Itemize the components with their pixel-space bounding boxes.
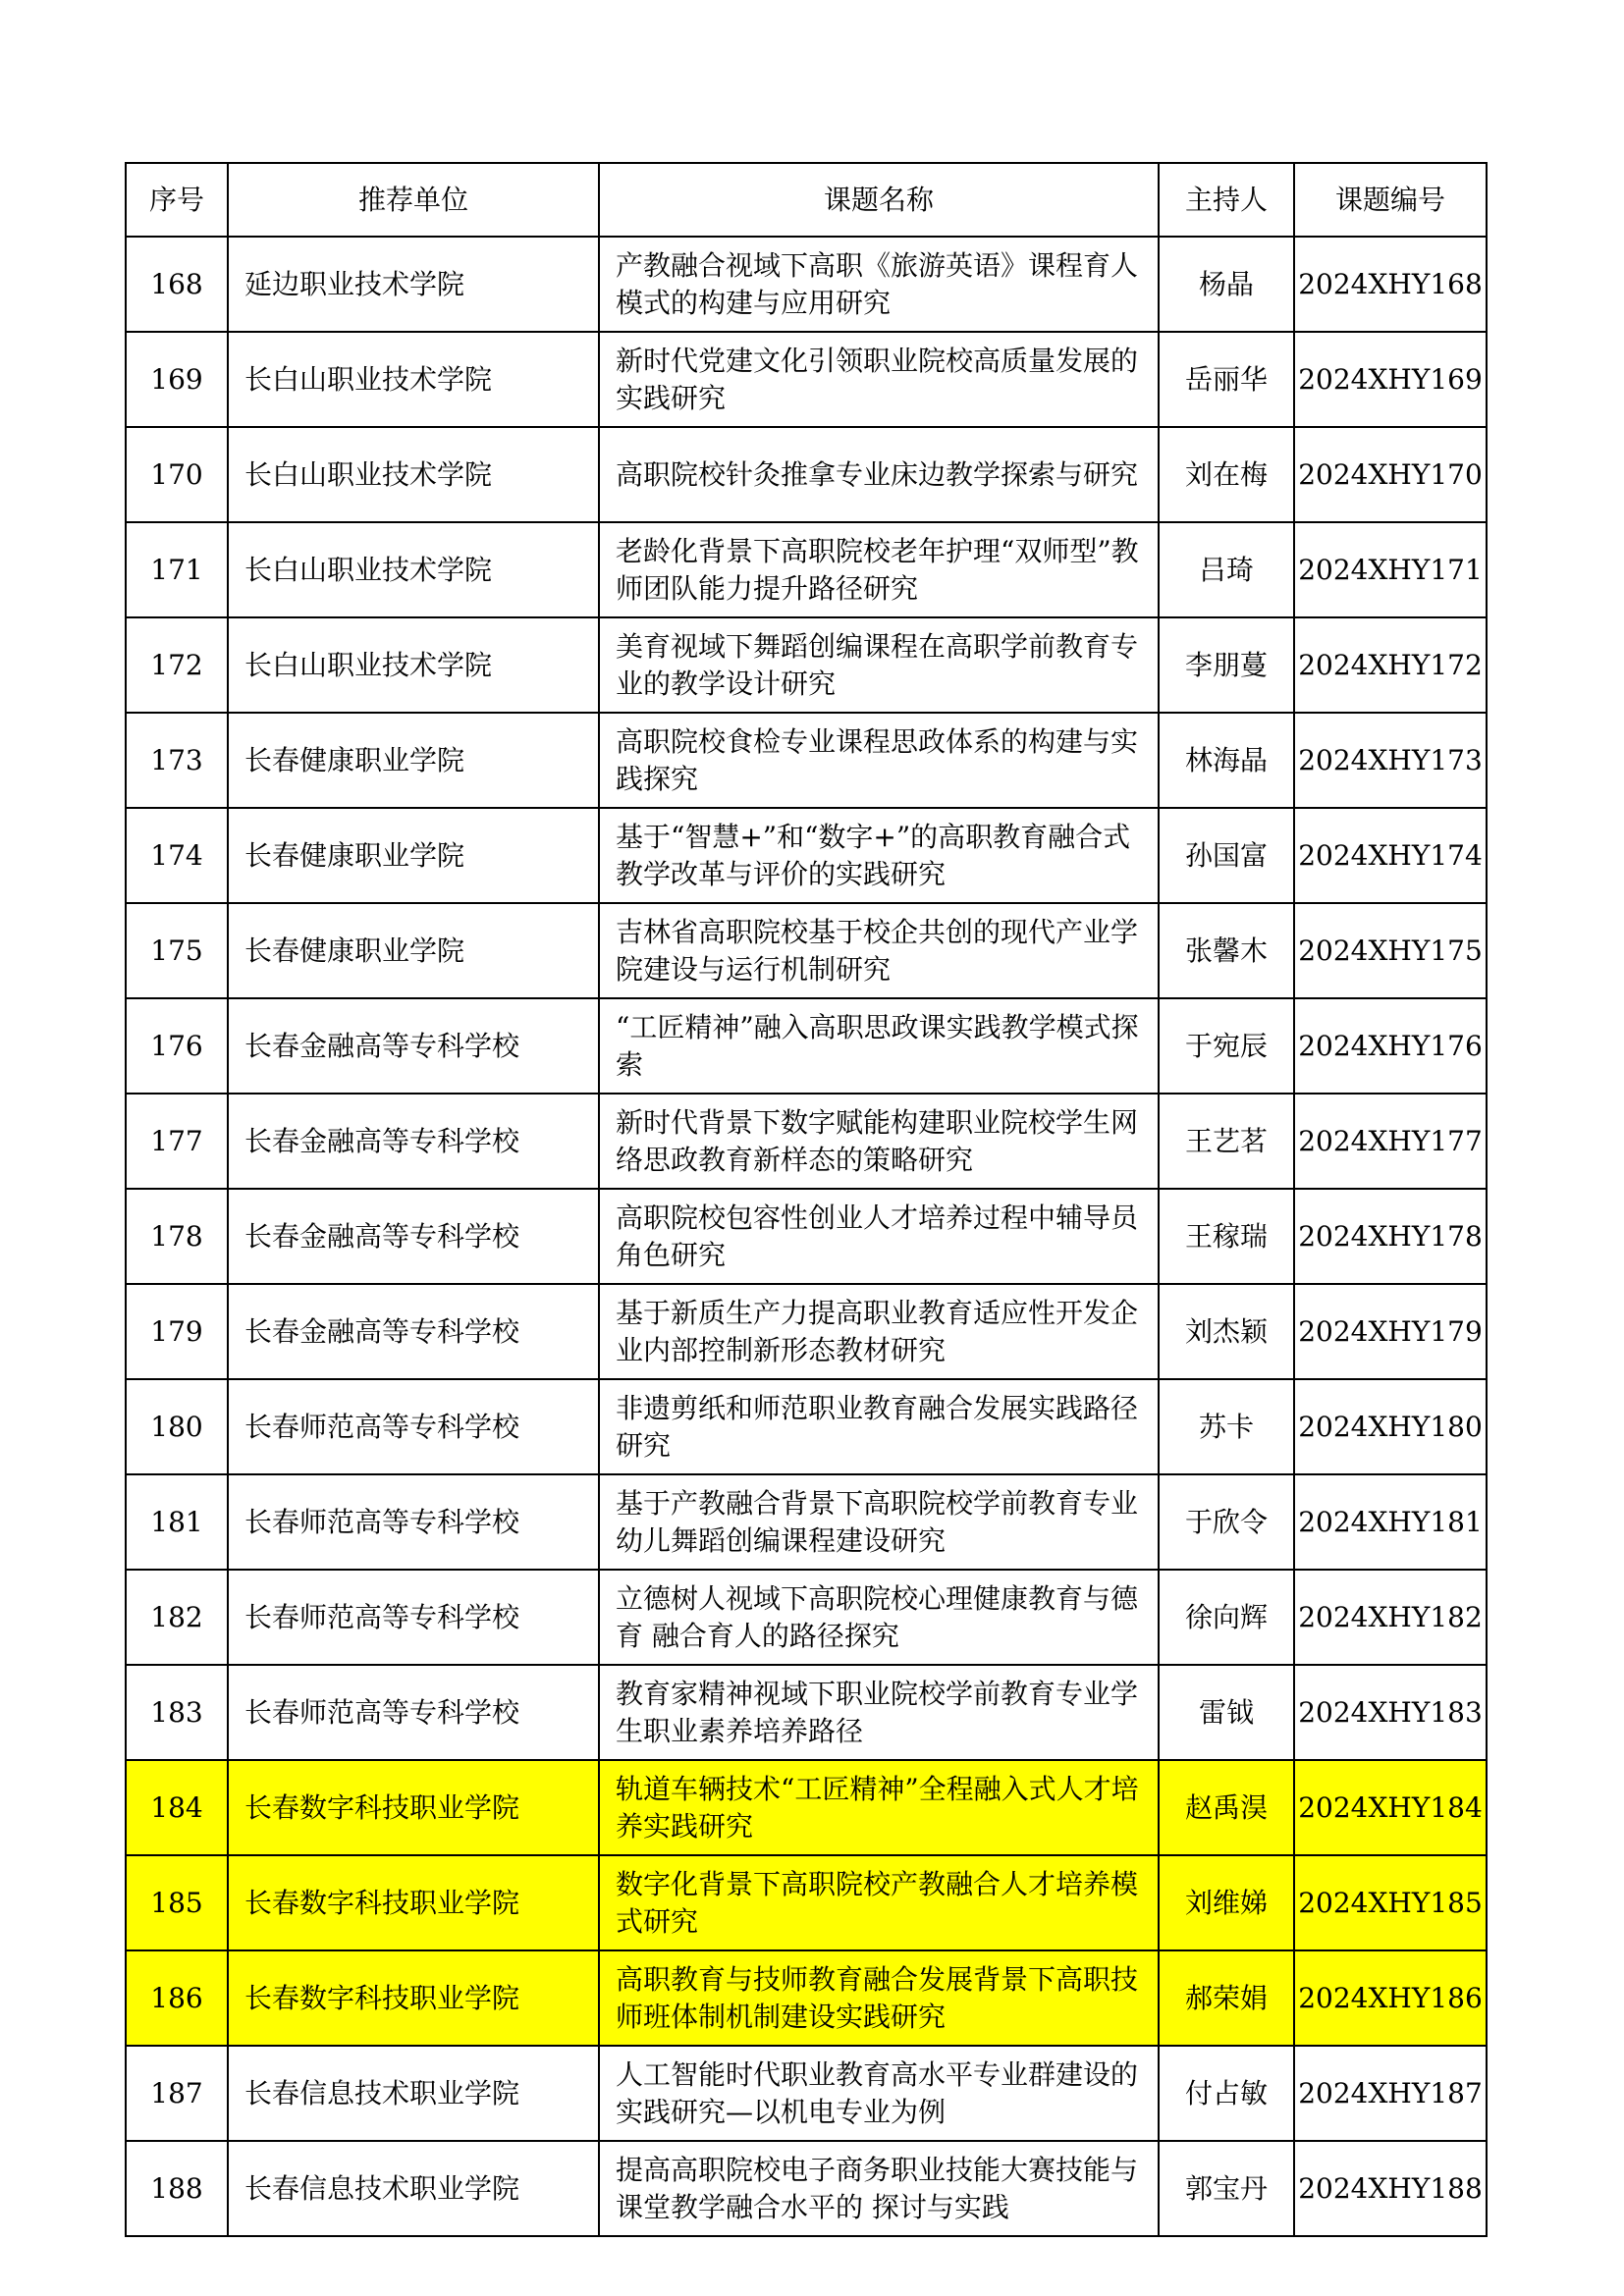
table-row-highlighted <box>126 1760 1487 1855</box>
cell-unit: 长白山职业技术学院 <box>228 332 599 427</box>
cell-code: 2024XHY175 <box>1294 903 1487 998</box>
cell-seq: 186 <box>126 1950 228 2046</box>
table-header-row <box>126 163 1487 237</box>
table-row <box>126 1665 1487 1760</box>
cell-seq: 170 <box>126 427 228 522</box>
cell-seq: 169 <box>126 332 228 427</box>
table-row <box>126 713 1487 808</box>
cell-seq: 177 <box>126 1094 228 1189</box>
cell-title: 立德树人视域下高职院校心理健康教育与德育 融合育人的路径探究 <box>599 1570 1159 1665</box>
cell-host: 杨晶 <box>1159 237 1294 332</box>
cell-title: 吉林省高职院校基于校企共创的现代产业学院建设与运行机制研究 <box>599 903 1159 998</box>
cell-host: 刘在梅 <box>1159 427 1294 522</box>
cell-code: 2024XHY168 <box>1294 237 1487 332</box>
cell-unit: 长春师范高等专科学校 <box>228 1474 599 1570</box>
cell-code: 2024XHY172 <box>1294 617 1487 713</box>
cell-title: 新时代背景下数字赋能构建职业院校学生网络思政教育新样态的策略研究 <box>599 1094 1159 1189</box>
cell-unit: 长春金融高等专科学校 <box>228 1189 599 1284</box>
cell-title: 老龄化背景下高职院校老年护理“双师型”教师团队能力提升路径研究 <box>599 522 1159 617</box>
cell-code: 2024XHY188 <box>1294 2141 1487 2236</box>
table-row <box>126 617 1487 713</box>
cell-host: 郝荣娟 <box>1159 1950 1294 2046</box>
table-row <box>126 998 1487 1094</box>
cell-host: 岳丽华 <box>1159 332 1294 427</box>
cell-host: 徐向辉 <box>1159 1570 1294 1665</box>
cell-code: 2024XHY173 <box>1294 713 1487 808</box>
table-row <box>126 427 1487 522</box>
cell-title: 轨道车辆技术“工匠精神”全程融入式人才培养实践研究 <box>599 1760 1159 1855</box>
cell-seq: 178 <box>126 1189 228 1284</box>
cell-host: 林海晶 <box>1159 713 1294 808</box>
cell-host: 于宛辰 <box>1159 998 1294 1094</box>
cell-title: 基于产教融合背景下高职院校学前教育专业幼儿舞蹈创编课程建设研究 <box>599 1474 1159 1570</box>
cell-code: 2024XHY176 <box>1294 998 1487 1094</box>
cell-seq: 174 <box>126 808 228 903</box>
table-row <box>126 332 1487 427</box>
cell-unit: 长春健康职业学院 <box>228 808 599 903</box>
cell-title: 产教融合视域下高职《旅游英语》课程育人模式的构建与应用研究 <box>599 237 1159 332</box>
cell-code: 2024XHY187 <box>1294 2046 1487 2141</box>
cell-seq: 181 <box>126 1474 228 1570</box>
table-row <box>126 237 1487 332</box>
table-row-highlighted <box>126 1855 1487 1950</box>
cell-title: 基于新质生产力提高职业教育适应性开发企业内部控制新形态教材研究 <box>599 1284 1159 1379</box>
table-row <box>126 1379 1487 1474</box>
cell-seq: 183 <box>126 1665 228 1760</box>
cell-seq: 179 <box>126 1284 228 1379</box>
cell-unit: 长春数字科技职业学院 <box>228 1855 599 1950</box>
header-code: 课题编号 <box>1294 163 1487 237</box>
cell-unit: 长白山职业技术学院 <box>228 427 599 522</box>
table-row <box>126 1474 1487 1570</box>
cell-title: 高职院校包容性创业人才培养过程中辅导员角色研究 <box>599 1189 1159 1284</box>
table-row <box>126 808 1487 903</box>
cell-code: 2024XHY178 <box>1294 1189 1487 1284</box>
cell-seq: 187 <box>126 2046 228 2141</box>
cell-unit: 长春健康职业学院 <box>228 713 599 808</box>
header-host: 主持人 <box>1159 163 1294 237</box>
cell-seq: 188 <box>126 2141 228 2236</box>
cell-seq: 184 <box>126 1760 228 1855</box>
cell-host: 吕琦 <box>1159 522 1294 617</box>
cell-unit: 长春师范高等专科学校 <box>228 1665 599 1760</box>
cell-unit: 长春金融高等专科学校 <box>228 998 599 1094</box>
cell-host: 李朋蔓 <box>1159 617 1294 713</box>
cell-title: 基于“智慧+”和“数字+”的高职教育融合式教学改革与评价的实践研究 <box>599 808 1159 903</box>
table-row-highlighted <box>126 1950 1487 2046</box>
cell-seq: 176 <box>126 998 228 1094</box>
cell-title: 数字化背景下高职院校产教融合人才培养模式研究 <box>599 1855 1159 1950</box>
cell-seq: 172 <box>126 617 228 713</box>
header-title: 课题名称 <box>599 163 1159 237</box>
table-row <box>126 2141 1487 2236</box>
cell-host: 张馨木 <box>1159 903 1294 998</box>
header-seq: 序号 <box>126 163 228 237</box>
cell-seq: 175 <box>126 903 228 998</box>
cell-unit: 长春数字科技职业学院 <box>228 1950 599 2046</box>
cell-host: 王稼瑞 <box>1159 1189 1294 1284</box>
cell-unit: 长春数字科技职业学院 <box>228 1760 599 1855</box>
cell-unit: 长春师范高等专科学校 <box>228 1570 599 1665</box>
cell-title: 教育家精神视域下职业院校学前教育专业学生职业素养培养路径 <box>599 1665 1159 1760</box>
cell-code: 2024XHY180 <box>1294 1379 1487 1474</box>
table-row <box>126 1284 1487 1379</box>
cell-title: 新时代党建文化引领职业院校高质量发展的实践研究 <box>599 332 1159 427</box>
cell-title: 提高高职院校电子商务职业技能大赛技能与课堂教学融合水平的 探讨与实践 <box>599 2141 1159 2236</box>
cell-seq: 171 <box>126 522 228 617</box>
cell-code: 2024XHY181 <box>1294 1474 1487 1570</box>
cell-unit: 长春健康职业学院 <box>228 903 599 998</box>
cell-unit: 长春信息技术职业学院 <box>228 2046 599 2141</box>
cell-host: 王艺茗 <box>1159 1094 1294 1189</box>
cell-unit: 长春师范高等专科学校 <box>228 1379 599 1474</box>
cell-host: 郭宝丹 <box>1159 2141 1294 2236</box>
cell-code: 2024XHY174 <box>1294 808 1487 903</box>
cell-code: 2024XHY179 <box>1294 1284 1487 1379</box>
cell-unit: 长春金融高等专科学校 <box>228 1284 599 1379</box>
cell-title: 非遗剪纸和师范职业教育融合发展实践路径研究 <box>599 1379 1159 1474</box>
header-unit: 推荐单位 <box>228 163 599 237</box>
cell-unit: 长春金融高等专科学校 <box>228 1094 599 1189</box>
project-list-table <box>125 162 1488 2237</box>
cell-host: 刘维娣 <box>1159 1855 1294 1950</box>
cell-seq: 173 <box>126 713 228 808</box>
cell-seq: 185 <box>126 1855 228 1950</box>
cell-unit: 长春信息技术职业学院 <box>228 2141 599 2236</box>
cell-title: “工匠精神”融入高职思政课实践教学模式探索 <box>599 998 1159 1094</box>
cell-host: 刘杰颖 <box>1159 1284 1294 1379</box>
cell-code: 2024XHY171 <box>1294 522 1487 617</box>
cell-code: 2024XHY184 <box>1294 1760 1487 1855</box>
table-row <box>126 1189 1487 1284</box>
table-row <box>126 1570 1487 1665</box>
cell-title: 美育视域下舞蹈创编课程在高职学前教育专业的教学设计研究 <box>599 617 1159 713</box>
cell-code: 2024XHY177 <box>1294 1094 1487 1189</box>
table-row <box>126 1094 1487 1189</box>
cell-unit: 延边职业技术学院 <box>228 237 599 332</box>
cell-host: 付占敏 <box>1159 2046 1294 2141</box>
cell-title: 高职教育与技师教育融合发展背景下高职技师班体制机制建设实践研究 <box>599 1950 1159 2046</box>
cell-code: 2024XHY169 <box>1294 332 1487 427</box>
cell-code: 2024XHY185 <box>1294 1855 1487 1950</box>
cell-host: 孙国富 <box>1159 808 1294 903</box>
cell-unit: 长白山职业技术学院 <box>228 617 599 713</box>
table-row <box>126 2046 1487 2141</box>
table-row <box>126 522 1487 617</box>
table-row <box>126 903 1487 998</box>
cell-seq: 182 <box>126 1570 228 1665</box>
table-body <box>126 237 1487 2236</box>
cell-unit: 长白山职业技术学院 <box>228 522 599 617</box>
cell-code: 2024XHY183 <box>1294 1665 1487 1760</box>
cell-host: 雷钺 <box>1159 1665 1294 1760</box>
cell-host: 赵禹淏 <box>1159 1760 1294 1855</box>
cell-code: 2024XHY182 <box>1294 1570 1487 1665</box>
cell-host: 苏卡 <box>1159 1379 1294 1474</box>
cell-seq: 168 <box>126 237 228 332</box>
cell-code: 2024XHY170 <box>1294 427 1487 522</box>
cell-title: 高职院校食检专业课程思政体系的构建与实践探究 <box>599 713 1159 808</box>
cell-title: 高职院校针灸推拿专业床边教学探索与研究 <box>599 427 1159 522</box>
cell-host: 于欣令 <box>1159 1474 1294 1570</box>
cell-seq: 180 <box>126 1379 228 1474</box>
cell-title: 人工智能时代职业教育高水平专业群建设的实践研究—以机电专业为例 <box>599 2046 1159 2141</box>
cell-code: 2024XHY186 <box>1294 1950 1487 2046</box>
